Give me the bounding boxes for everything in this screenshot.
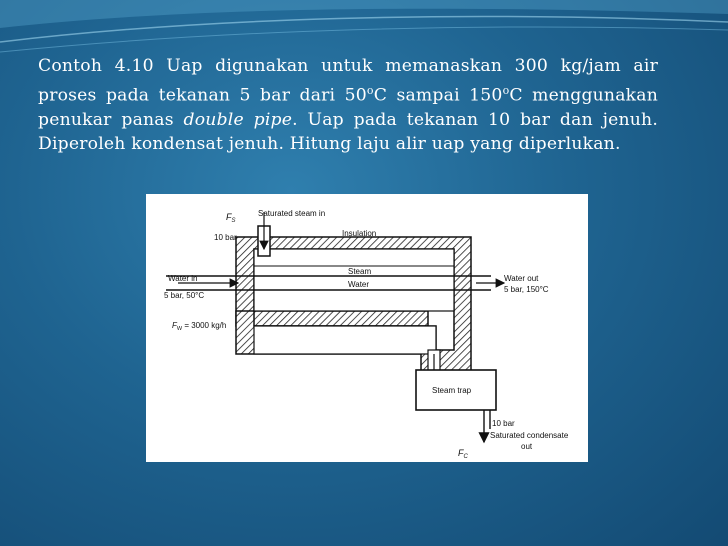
problem-text-part: C sampai 150 [373,85,503,106]
problem-text [38,54,658,157]
problem-text-part: . Uap pada tekanan 10 bar dan jenuh. Diperoleh kondensat jenuh. Hitung laju alir uap yang diperlukan. [38,109,658,155]
fc-label: $F_C$ [458,448,468,460]
saturated-steam-in-label: Saturated steam in [258,209,326,218]
condensate-pressure-label: 10 bar [492,419,515,428]
insulation-label: Insulation [342,229,377,238]
problem-text-part: C menggunakan penukar panas [38,85,658,130]
condensate-out-label: out [521,442,533,451]
process-flow-diagram [146,194,588,462]
problem-text-part: Contoh 4.10 Uap digunakan untuk memanaskan 300 kg/jam air proses pada tekanan 5 bar dari 50 [38,56,658,106]
steam-trap-label: Steam trap [432,386,472,395]
double-pipe-term: double pipe [183,109,293,130]
steam-passage [254,326,436,354]
water-out-label: Water out [504,274,539,283]
water-out-conditions: 5 bar, 150°C [504,285,549,294]
fw-label: $F_W = 3000$ kg/h [172,321,227,332]
water-label: Water [348,280,370,289]
water-in-label: Water in [168,274,198,283]
heat-exchanger-diagram [146,194,588,462]
fs-label: $F_S$ [226,212,236,224]
degree-superscript: o [502,83,510,97]
degree-superscript: o [366,83,374,97]
saturated-condensate-label: Saturated condensate [490,431,569,440]
water-in-conditions: 5 bar, 50°C [164,291,205,300]
steam-in-pressure-label: 10 bar [214,233,237,242]
steam-label: Steam [348,267,372,276]
